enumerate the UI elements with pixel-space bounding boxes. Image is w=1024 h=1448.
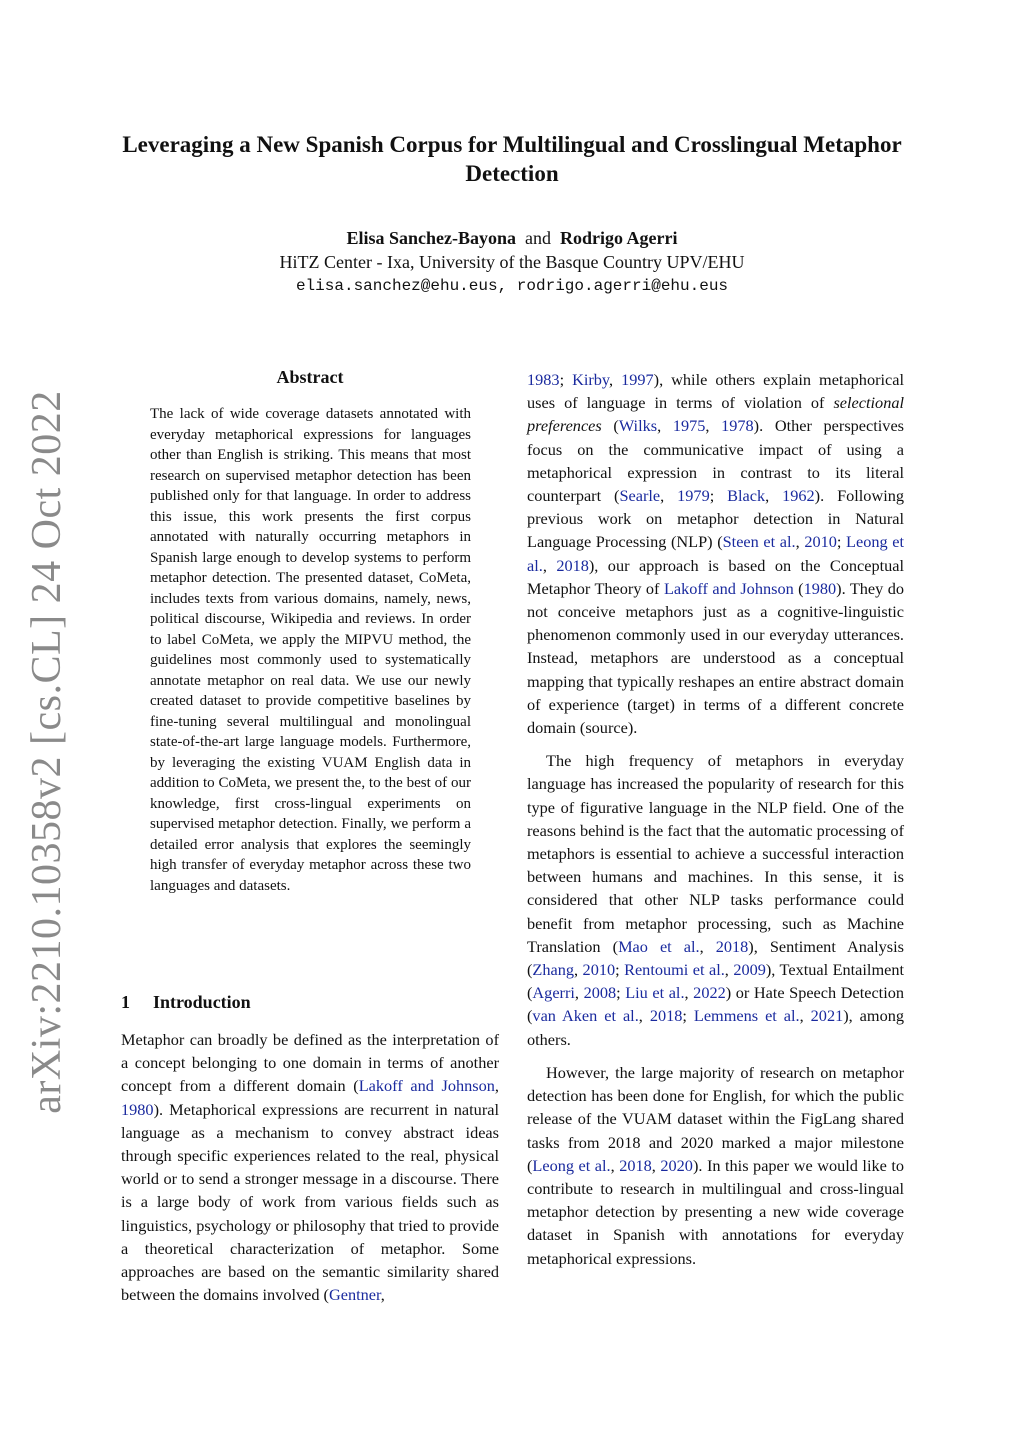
intro-paragraph-3: However, the large majority of research on metaphor detection has been done for English, for which the public release of the VUAM dataset within the FigLang shared tasks from 2018 and 2020 marked a major milestone (Leong et al., 2018, 2020). In this paper we would like to contribute to research in multilingual and cross-lingual metaphor detection by presenting a new wide coverage dataset in Spanish with annotations for everyday metaphorical expressions. bbox=[527, 1062, 905, 1268]
section-number: 1 bbox=[121, 992, 130, 1012]
citation-link[interactable]: 2008 bbox=[583, 983, 617, 1003]
citation-link[interactable]: Leong et al. bbox=[527, 532, 904, 575]
section-heading-introduction bbox=[121, 992, 251, 1013]
author-1: Elisa Sanchez-Bayona bbox=[346, 228, 517, 248]
intro-paragraph-2: The high frequency of metaphors in everyday language has increased the popularity of research for this type of figurative language in the NLP field. One of the reasons behind is the fact that the automatic processing of metaphors is essential to achieve a successful interaction between humans and machines. In this sense, it is considered that other NLP tasks performance could benefit from metaphor processing, such as Machine Translation (Mao et al., 2018), Sentiment Analysis (Zhang, 2010; Rentoumi et al., 2009), Textual Entailment (Agerri, 2008; Liu et al., 2022) or Hate Speech Detection (van Aken et al., 2018; Lemmens et al., 2021), among others. bbox=[527, 751, 905, 1049]
citation-link[interactable]: Steen et al. bbox=[722, 532, 796, 552]
author-emails[interactable]: elisa.sanchez@ehu.eus, rodrigo.agerri@ehu.eus bbox=[295, 277, 729, 295]
citation-link[interactable]: 2018 bbox=[715, 936, 749, 956]
citation-link[interactable]: van Aken et al. bbox=[532, 1006, 639, 1026]
citation-link[interactable]: Black bbox=[727, 486, 766, 506]
citation-link[interactable]: 1980 bbox=[121, 1099, 154, 1119]
citation-link[interactable]: Liu et al. bbox=[625, 983, 685, 1003]
citation-link[interactable]: Lakoff and Johnson bbox=[663, 578, 794, 598]
citation-link[interactable]: 1997 bbox=[621, 370, 654, 389]
citation-link[interactable]: Leong et al. bbox=[532, 1155, 611, 1175]
author-conjunction: and bbox=[525, 228, 552, 248]
intro-paragraph-1: Metaphor can broadly be defined as the interpretation of a concept belonging to one domain in terms of another concept from a different domain (Lakoff and Johnson, 1980). Metaphorical expressions are recurrent in natural language as a mechanism to convey abstract ideas through specific experiences related to the real, physical world or to send a stronger message in a discourse. There is a large body of work from various fields such as linguistics, psychology or philosophy that tried to provide a theoretical characterization of metaphor. Some approaches are based on the semantic similarity shared between the domains involved (Gentner, bbox=[121, 1030, 499, 1305]
paper-title: Leveraging a New Spanish Corpus for Multilingual and Crosslingual Metaphor Detection bbox=[122, 132, 902, 186]
citation-link[interactable]: 2009 bbox=[733, 960, 766, 980]
citation-link[interactable]: Rentoumi et al. bbox=[624, 960, 725, 980]
citation-link[interactable]: 2020 bbox=[660, 1155, 693, 1175]
emphasis-text: selectional preferences bbox=[527, 393, 904, 436]
author-names bbox=[112, 226, 912, 250]
citation-link[interactable]: 2018 bbox=[619, 1155, 652, 1175]
citation-link[interactable]: Zhang bbox=[532, 960, 575, 980]
author-block bbox=[112, 226, 912, 298]
citation-link[interactable]: Gentner bbox=[328, 1285, 381, 1305]
citation-link[interactable]: 1962 bbox=[782, 486, 815, 506]
citation-link[interactable]: 1983 bbox=[527, 370, 560, 389]
citation-link[interactable]: 1978 bbox=[721, 416, 754, 436]
citation-link[interactable]: 2021 bbox=[810, 1006, 844, 1026]
citation-link[interactable]: Mao et al. bbox=[618, 936, 700, 956]
citation-link[interactable]: 1975 bbox=[672, 416, 706, 436]
citation-link[interactable]: Kirby bbox=[572, 370, 610, 389]
citation-link[interactable]: Agerri bbox=[532, 983, 575, 1003]
abstract-heading: Abstract bbox=[276, 367, 344, 387]
author-2: Rodrigo Agerri bbox=[560, 228, 678, 248]
citation-link[interactable]: 2018 bbox=[556, 555, 589, 575]
section-title: Introduction bbox=[153, 992, 251, 1012]
citation-link[interactable]: 2010 bbox=[804, 532, 837, 552]
affiliation: HiTZ Center - Ixa, University of the Basque Country UPV/EHU bbox=[279, 252, 745, 272]
citation-link[interactable]: 1979 bbox=[677, 486, 710, 506]
citation-link[interactable]: Lakoff and Johnson bbox=[358, 1076, 495, 1096]
citation-link[interactable]: Searle bbox=[619, 486, 661, 506]
abstract-text: The lack of wide coverage datasets annotated with everyday metaphorical expressions for languages other than English is striking. This means that most research on supervised metaphor detection has been published only for that language. In order to address this issue, this work presents the first corpus annotated with naturally occurring metaphors in Spanish large enough to develop systems to perform metaphor detection. The presented dataset, CoMeta, includes texts from various domains, namely, news, political discourse, Wikipedia and reviews. In order to label CoMeta, we apply the MIPVU method, the guidelines most commonly used to systematically annotate metaphor on real data. We use our newly created dataset to provide competitive baselines by fine-tuning several multilingual and monolingual state-of-the-art large language models. Furthermore, by leveraging the existing VUAM English data in addition to CoMeta, we present the, to the best of our knowledge, first cross-lingual experiments on supervised metaphor detection. Finally, we perform a detailed error analysis that explores the seemingly high transfer of everyday metaphor across these two languages and datasets. bbox=[150, 406, 471, 894]
citation-link[interactable]: Wilks bbox=[618, 416, 658, 436]
arxiv-identifier: arXiv:2210.10358v2 [cs.CL] 24 Oct 2022 bbox=[24, 390, 70, 1114]
right-column bbox=[527, 368, 904, 1280]
citation-link[interactable]: Lemmens et al. bbox=[693, 1006, 800, 1026]
citation-link[interactable]: 2018 bbox=[649, 1006, 683, 1026]
citation-link[interactable]: 2022 bbox=[693, 983, 726, 1003]
citation-link[interactable]: 1980 bbox=[803, 578, 837, 598]
citation-link[interactable]: 2010 bbox=[582, 960, 616, 980]
intro-paragraph-1-continued: 1983; Kirby, 1997), while others explain metaphorical uses of language in terms of violation of selectional preferences (Wilks, 1975, 1978). Other perspectives focus on the communicative impact of using a metaphorical expression in contrast to its literal counterpart (Searle, 1979; Black, 1962). Following previous work on metaphor detection in Natural Language Processing (NLP) (Steen et al., 2010; Leong et al., 2018), our approach is based on the Conceptual Metaphor Theory of Lakoff and Johnson (1980). They do not conceive metaphors just as a cognitive-linguistic phenomenon commonly used in our everyday utterances. Instead, metaphors are understood as a conceptual mapping that typically reshapes an entire abstract domain of experience (target) in terms of a different concrete domain (source). bbox=[527, 370, 905, 738]
